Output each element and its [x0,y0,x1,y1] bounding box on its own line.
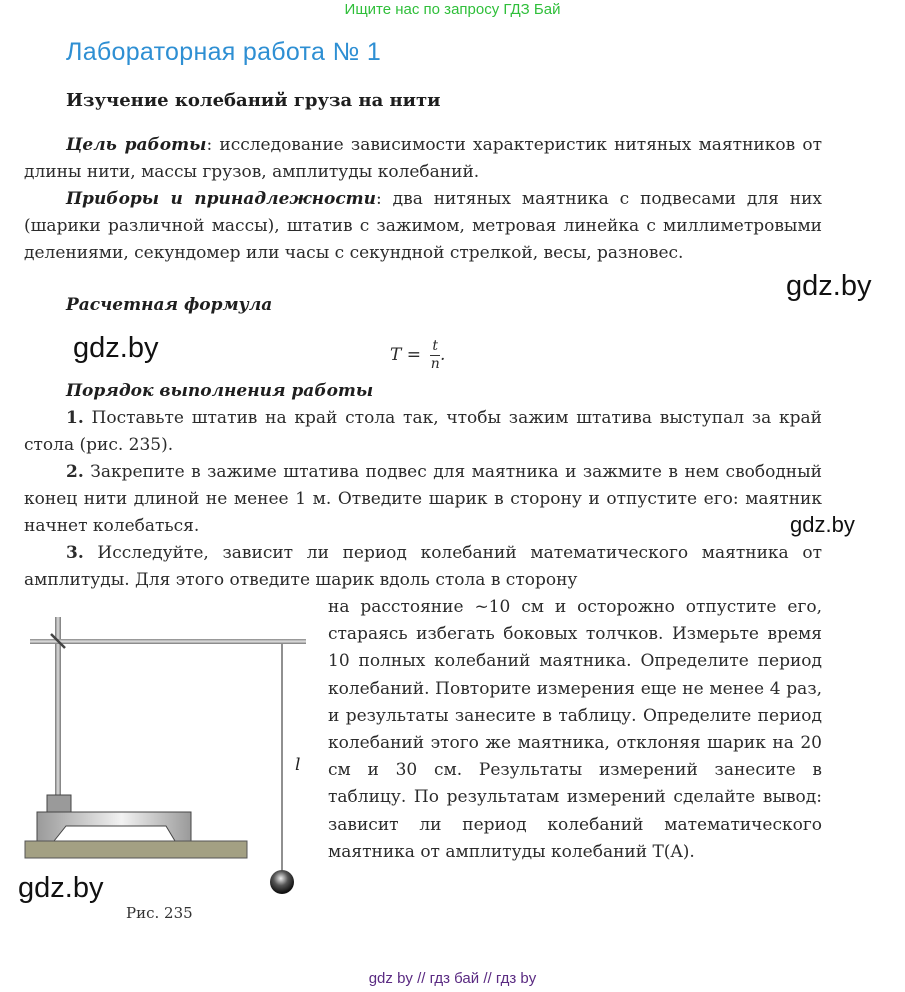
watermark: gdz.by [790,512,855,537]
table-top [25,841,247,858]
equipment-text: : два нитяных маятника с подвесами для них (шарики различной массы), штатив с зажимом, метровая линейка с миллиметровыми делениями, секундомер или часы с секундной стрелкой, весы, разновес. [24,189,823,264]
formula-heading: Расчетная формула [66,295,273,315]
step-number: 3. [66,543,84,563]
step-text: Поставьте штатив на край стола так, чтобы зажим штатива выступал за край стола (рис. 235). [24,408,822,456]
formula-numerator: t [432,338,439,354]
step-text: Закрепите в зажиме штатива подвес для маятника и зажмите в нем свободный конец нити длиной не менее 1 м. Отведите шарик в сторону и отпустите его: маятник начнет колебаться. [24,462,822,537]
pendulum-ball [270,870,294,894]
formula-denominator: n [430,356,440,372]
watermark: gdz.by [786,270,872,302]
figure-235-pendulum-setup [20,612,320,902]
length-label: l [295,755,301,775]
top-banner: Ищите нас по запросу ГДЗ Бай [344,1,561,18]
formula-fraction [430,338,440,373]
formula-end: . [440,345,446,365]
formula-lhs: T = [390,345,421,365]
period-formula [390,338,445,373]
lab-subtitle: Изучение колебаний груза на нити [66,90,441,111]
step-number: 1. [66,408,84,428]
goal-label: Цель работы [66,135,207,155]
step-number: 2. [66,462,84,482]
goal-paragraph [24,132,822,186]
lab-title: Лабораторная работа № 1 [66,38,382,66]
step-3-top [24,540,822,594]
step-3-side: на расстояние ~10 см и осторожно отпустите его, стараясь избегать боковых толчков. Измерьте время 10 полных колебаний маятника. Определите период колебаний. Повторите измерения еще не менее 4 раз, и результаты занесите в таблицу. Определите период колебаний этого же маятника, отклоняя шарик на 20 см и 30 см. Результаты измерений занесите в таблицу. По результатам измерений сделайте вывод: зависит ли период колебаний математического маятника от амплитуды колебаний T(A). [328,597,822,862]
step-1 [24,405,822,459]
step-text: Исследуйте, зависит ли период колебаний математического маятника от амплитуды. Для этого отведите шарик вдоль стола в сторону [24,543,822,591]
watermark: gdz.by [73,332,159,364]
goal-text: : исследование зависимости характеристик нитяных маятников от длины нити, массы грузов, амплитуды колебаний. [24,135,823,183]
procedure-heading: Порядок выполнения работы [66,381,374,401]
crossbar [30,639,306,644]
equipment-paragraph [24,186,822,268]
step-2 [24,459,822,541]
equipment-label: Приборы и принадлежности [66,189,377,209]
watermark: gdz.by [18,872,104,904]
footer-links: gdz by // гдз бай // гдз by [368,970,537,987]
figure-caption: Рис. 235 [126,904,193,922]
stand-pendulum-diagram [20,612,320,902]
